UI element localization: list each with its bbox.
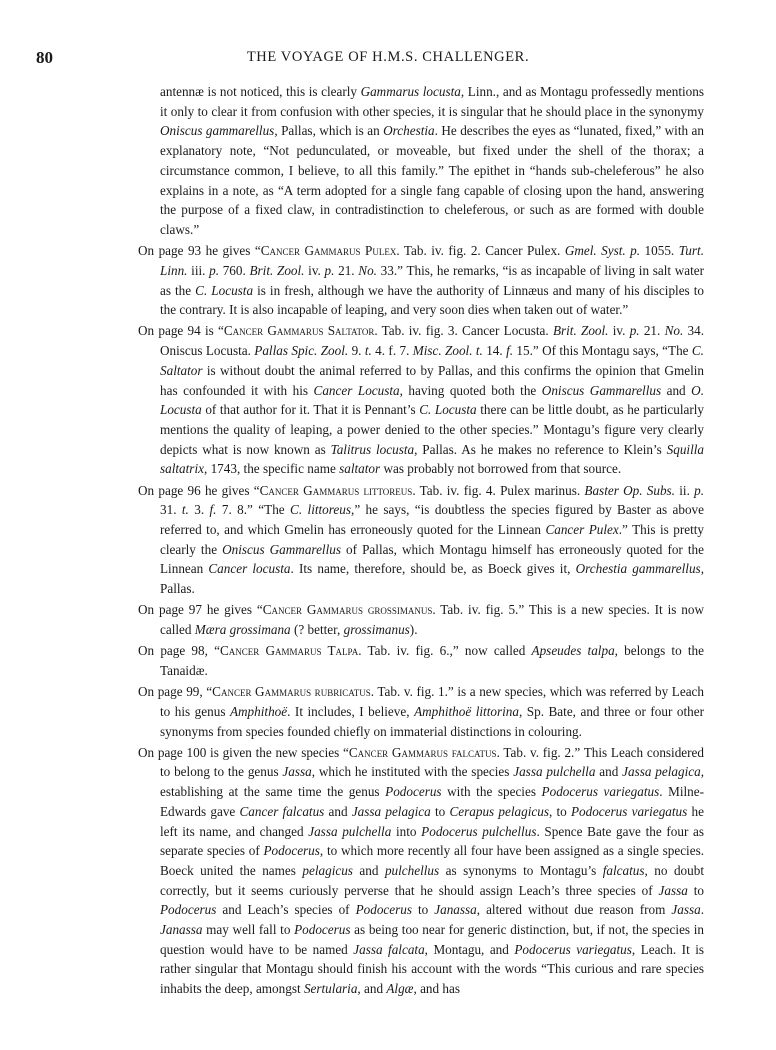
paragraph-page-93: On page 93 he gives “Cancer Gammarus Pulex. Tab. iv. fig. 2. Cancer Pulex. Gmel. Syst. p. 1055. Turt. Linn. iii. p. 760. Brit. Zool. iv. p. 21. No. 33.” This, he remarks, “is as incapable of living in salt water as the C. Locusta is in fresh, although we have the authority of Linnæus and many of his disciples to the contrary. It is also incapable of leaping, and very soon dies when taken out of water.” — [138, 243, 705, 318]
running-head: THE VOYAGE OF H.M.S. CHALLENGER. — [246, 49, 530, 65]
paragraph-page-94: On page 94 is “Cancer Gammarus Saltator. Tab. iv. fig. 3. Cancer Locusta. Brit. Zool. iv. p. 21. No. 34. Oniscus Locusta. Pallas Spic. Zool. 9. t. 4. f. 7. Misc. Zool. t. 14. f. 15.” Of this Montagu says, “The C. Saltator is without doubt the animal referred to by Pallas, and this confirms the opinion that Gmelin has confounded it with his Cancer Locusta, having quoted both the Oniscus Gammarellus and O. Locusta of that author for it. That it is Pennant’s C. Locusta there can be little doubt, as he particularly mentions the quality of leaping, a power denied to the other species.” Montagu’s figure very clearly depicts what is now known as Talitrus locusta, Pallas. As he makes no reference to Klein’s Squilla saltatrix, 1743, the specific name saltator was probably not borrowed from that source. — [138, 323, 705, 477]
paragraph-page-100: On page 100 is given the new species “Cancer Gammarus falcatus. Tab. v. fig. 2.” This Leach considered to belong to the genus Jassa, which he instituted with the species Jassa pulchella and Jassa pelagica, establishing at the same time the genus Podocerus with the species Podocerus variegatus. Milne-Edwards gave Cancer falcatus and Jassa pelagica to Cerapus pelagicus, to Podocerus variegatus he left its name, and changed Jassa pulchella into Podocerus pulchellus. Spence Bate gave the four as separate species of Podocerus, to which more recently all four have been assigned as a single species. Boeck united the names pelagicus and pulchellus as synonyms to Montagu’s falcatus, no doubt correctly, but it seems curiously perverse that he should assign Leach’s three species of Jassa to Podocerus and Leach’s species of Podocerus to Janassa, altered without due reason from Jassa. Janassa may well fall to Podocerus as being too near for generic distinction, but, if not, the species in question would have to be named Jassa falcata, Montagu, and Podocerus variegatus, Leach. It is rather singular that Montagu should finish his account with the words “This curious and rare species inhabits the deep, amongst Sertularia, and Algæ, and has — [138, 744, 705, 997]
paragraph-page-96: On page 96 he gives “Cancer Gammarus littoreus. Tab. iv. fig. 4. Pulex marinus. Baster Op. Subs. ii. p. 31. t. 3. f. 7. 8.” “The C. littoreus,” he says, “is doubtless the species figured by Baster as above referred to, and which Gmelin has erroneously quoted for the Linnean Cancer Pulex.” This is pretty clearly the Oniscus Gammarellus of Pallas, which Montagu himself has erroneously quoted for the Linnean Cancer locusta. Its name, therefore, should be, as Boeck gives it, Orchestia gammarellus, Pallas. — [138, 482, 705, 597]
page-number: 80 — [36, 48, 53, 67]
page-header — [0, 48, 776, 68]
paragraph-page-97: On page 97 he gives “Cancer Gammarus grossimanus. Tab. iv. fig. 5.” This is a new species. It is now called Mæra grossimana (? better, grossimanus). — [138, 602, 704, 637]
paragraph-continuation: antennæ is not noticed, this is clearly Gammarus locusta, Linn., and as Montagu professedly mentions it only to clear it from confusion with other species, it is singular that he should place in the synonymy Oniscus gammarellus, Pallas, which is an Orchestia. He describes the eyes as “lunated, fixed,” with an explanatory note, “Not pedunculated, or moveable, but fixed under the shell of the thorax; a circumstance common, I believe, to all this family.” The epithet in “hands sub-cheleferous” he also explains in a note, as “A term adopted for a single fang capable of closing upon the hand, answering the purpose of a fixed claw, in contradistinction to cheleferous, or such as are formed with double claws.” — [160, 84, 704, 237]
page-body — [138, 82, 704, 1000]
paragraph-page-99: On page 99, “Cancer Gammarus rubricatus. Tab. v. fig. 1.” is a new species, which was referred by Leach to his genus Amphithoë. It includes, I believe, Amphithoë littorina, Sp. Bate, and three or four other synonyms from species founded chiefly on immaterial distinctions in colouring. — [138, 684, 704, 739]
paragraph-page-98: On page 98, “Cancer Gammarus Talpa. Tab. iv. fig. 6.,” now called Apseudes talpa, belongs to the Tanaidæ. — [138, 643, 704, 678]
